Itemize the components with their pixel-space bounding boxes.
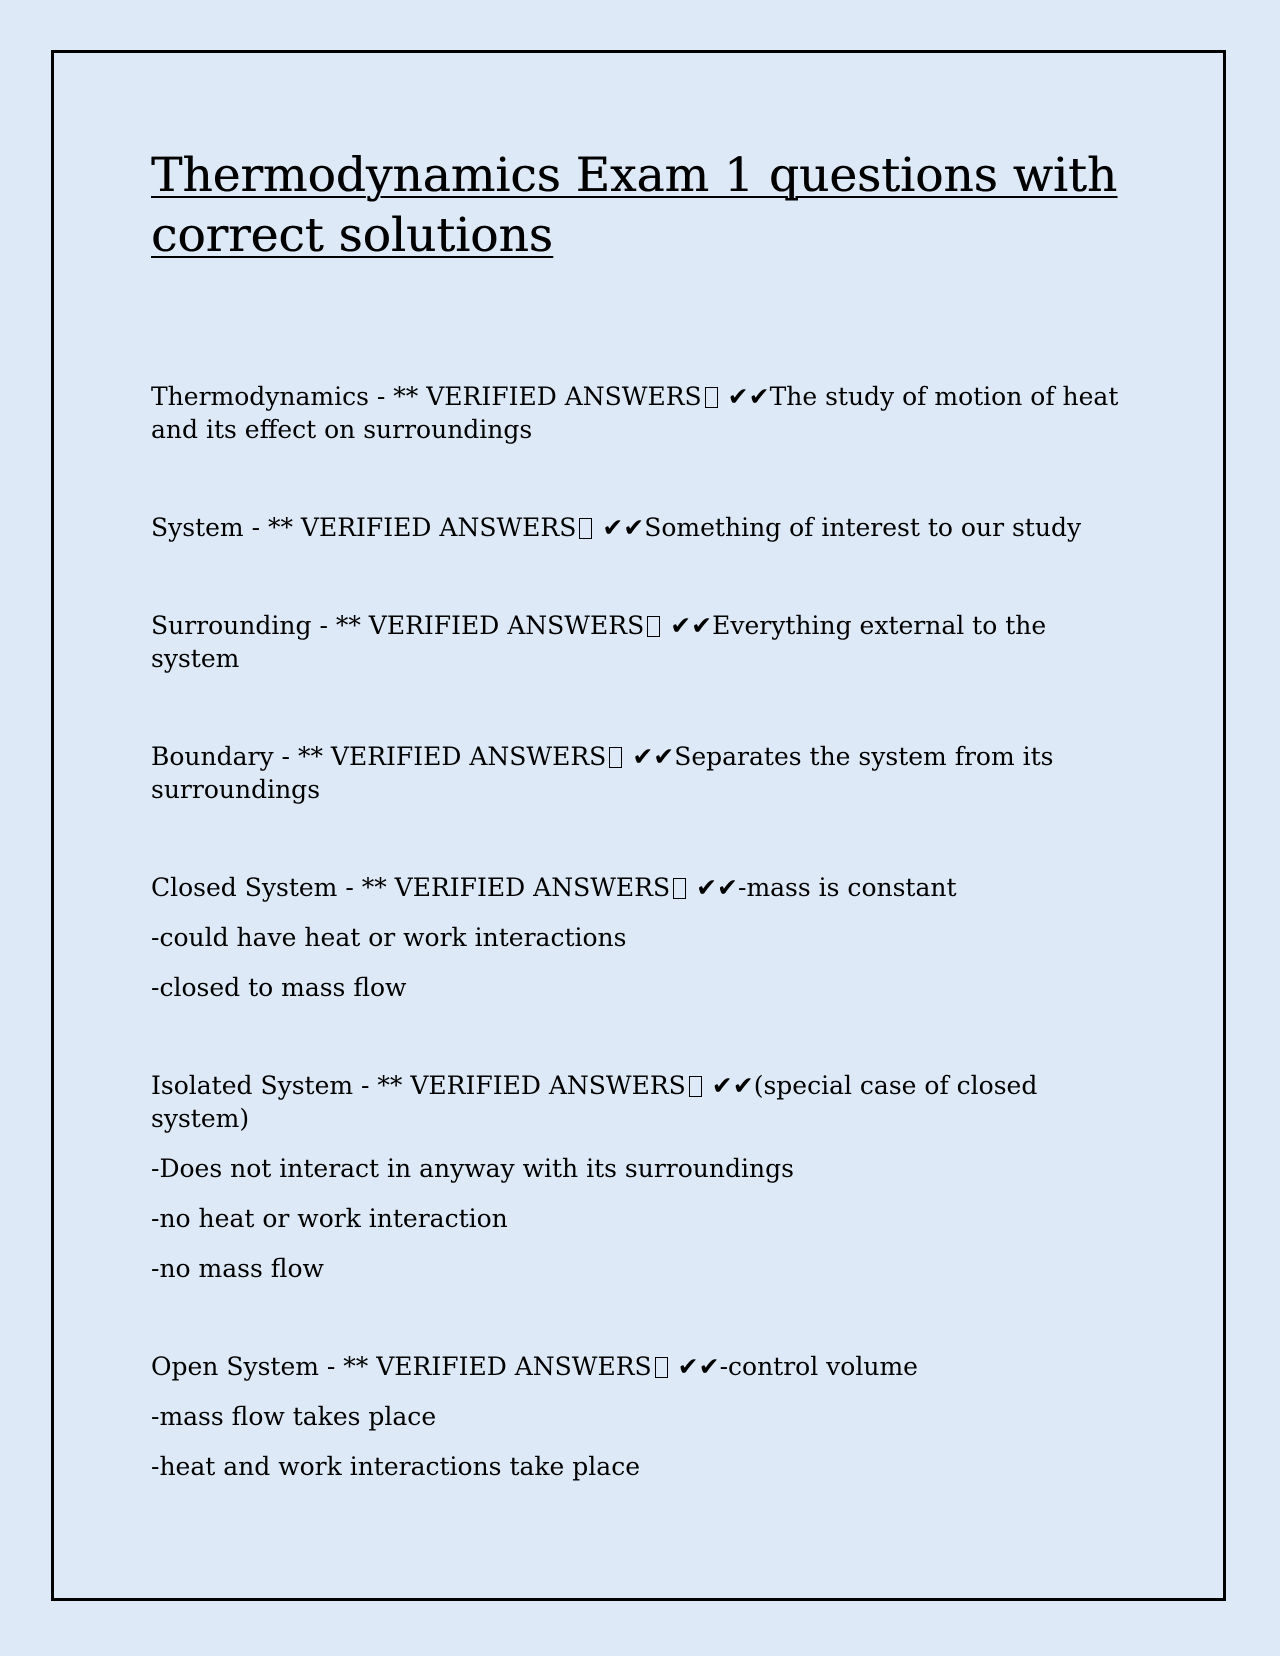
entry-term: Closed System xyxy=(151,873,338,902)
entry-term: Thermodynamics xyxy=(151,382,369,411)
answer-detail-line: -mass flow takes place xyxy=(151,1402,437,1431)
qa-entry-line xyxy=(151,609,1131,675)
qa-entries xyxy=(151,380,1131,1483)
document-title: Thermodynamics Exam 1 questions with correct solutions xyxy=(151,148,1118,263)
qa-entry xyxy=(151,1350,1131,1483)
check-marks-icon: ✔✔ xyxy=(727,382,770,411)
answer-detail-line: -Does not interact in anyway with its surroundings xyxy=(151,1154,794,1183)
entry-term: Surrounding xyxy=(151,611,312,640)
qa-entry-line xyxy=(151,511,1131,544)
verified-marker: - ** VERIFIED ANSWERS xyxy=(311,611,645,640)
entry-answer: Something of interest to our study xyxy=(644,513,1082,542)
qa-entry-line xyxy=(151,871,1131,904)
entry-answer: Everything external to the system xyxy=(151,611,1047,673)
answer-detail-line: -no mass flow xyxy=(151,1254,324,1283)
answer-detail-line: -could have heat or work interactions xyxy=(151,923,627,952)
qa-entry xyxy=(151,380,1131,446)
answer-detail-line: -no heat or work interaction xyxy=(151,1204,508,1233)
check-marks-icon: ✔✔ xyxy=(711,1071,754,1100)
verified-marker: - ** VERIFIED ANSWERS xyxy=(337,873,671,902)
entry-term: Boundary xyxy=(151,742,274,771)
qa-entry xyxy=(151,609,1131,675)
verified-marker: - ** VERIFIED ANSWERS xyxy=(368,382,702,411)
check-marks-icon: ✔✔ xyxy=(677,1352,720,1381)
entry-answer: -mass is constant xyxy=(738,873,957,902)
entry-answer: (special case of closed system) xyxy=(151,1071,1038,1133)
qa-entry-line xyxy=(151,740,1131,806)
missing-glyph-icon xyxy=(705,387,718,408)
check-marks-icon: ✔✔ xyxy=(602,513,645,542)
qa-entry xyxy=(151,871,1131,1004)
entry-answer: The study of motion of heat and its effect on surroundings xyxy=(151,382,1119,444)
missing-glyph-icon xyxy=(689,1076,702,1097)
document-content xyxy=(151,146,1131,1483)
entry-term: Isolated System xyxy=(151,1071,354,1100)
entry-answer: -control volume xyxy=(719,1352,918,1381)
check-marks-icon: ✔✔ xyxy=(670,611,713,640)
answer-detail-line: -closed to mass flow xyxy=(151,973,407,1002)
qa-entry xyxy=(151,740,1131,806)
verified-marker: - ** VERIFIED ANSWERS xyxy=(243,513,577,542)
missing-glyph-icon xyxy=(655,1357,668,1378)
entry-term: Open System xyxy=(151,1352,319,1381)
answer-detail-line: -heat and work interactions take place xyxy=(151,1452,641,1481)
verified-marker: - ** VERIFIED ANSWERS xyxy=(318,1352,652,1381)
entry-term: System xyxy=(151,513,244,542)
check-marks-icon: ✔✔ xyxy=(632,742,675,771)
qa-entry xyxy=(151,511,1131,544)
entry-answer: Separates the system from its surroundings xyxy=(151,742,1054,804)
qa-entry-line xyxy=(151,1069,1131,1135)
verified-marker: - ** VERIFIED ANSWERS xyxy=(353,1071,686,1100)
check-marks-icon: ✔✔ xyxy=(696,873,738,902)
missing-glyph-icon xyxy=(647,616,660,637)
verified-marker: - ** VERIFIED ANSWERS xyxy=(273,742,607,771)
missing-glyph-icon xyxy=(609,747,622,768)
missing-glyph-icon xyxy=(673,878,686,899)
missing-glyph-icon xyxy=(579,518,592,539)
qa-entry-line xyxy=(151,380,1131,446)
qa-entry-line xyxy=(151,1350,1131,1383)
qa-entry xyxy=(151,1069,1131,1285)
